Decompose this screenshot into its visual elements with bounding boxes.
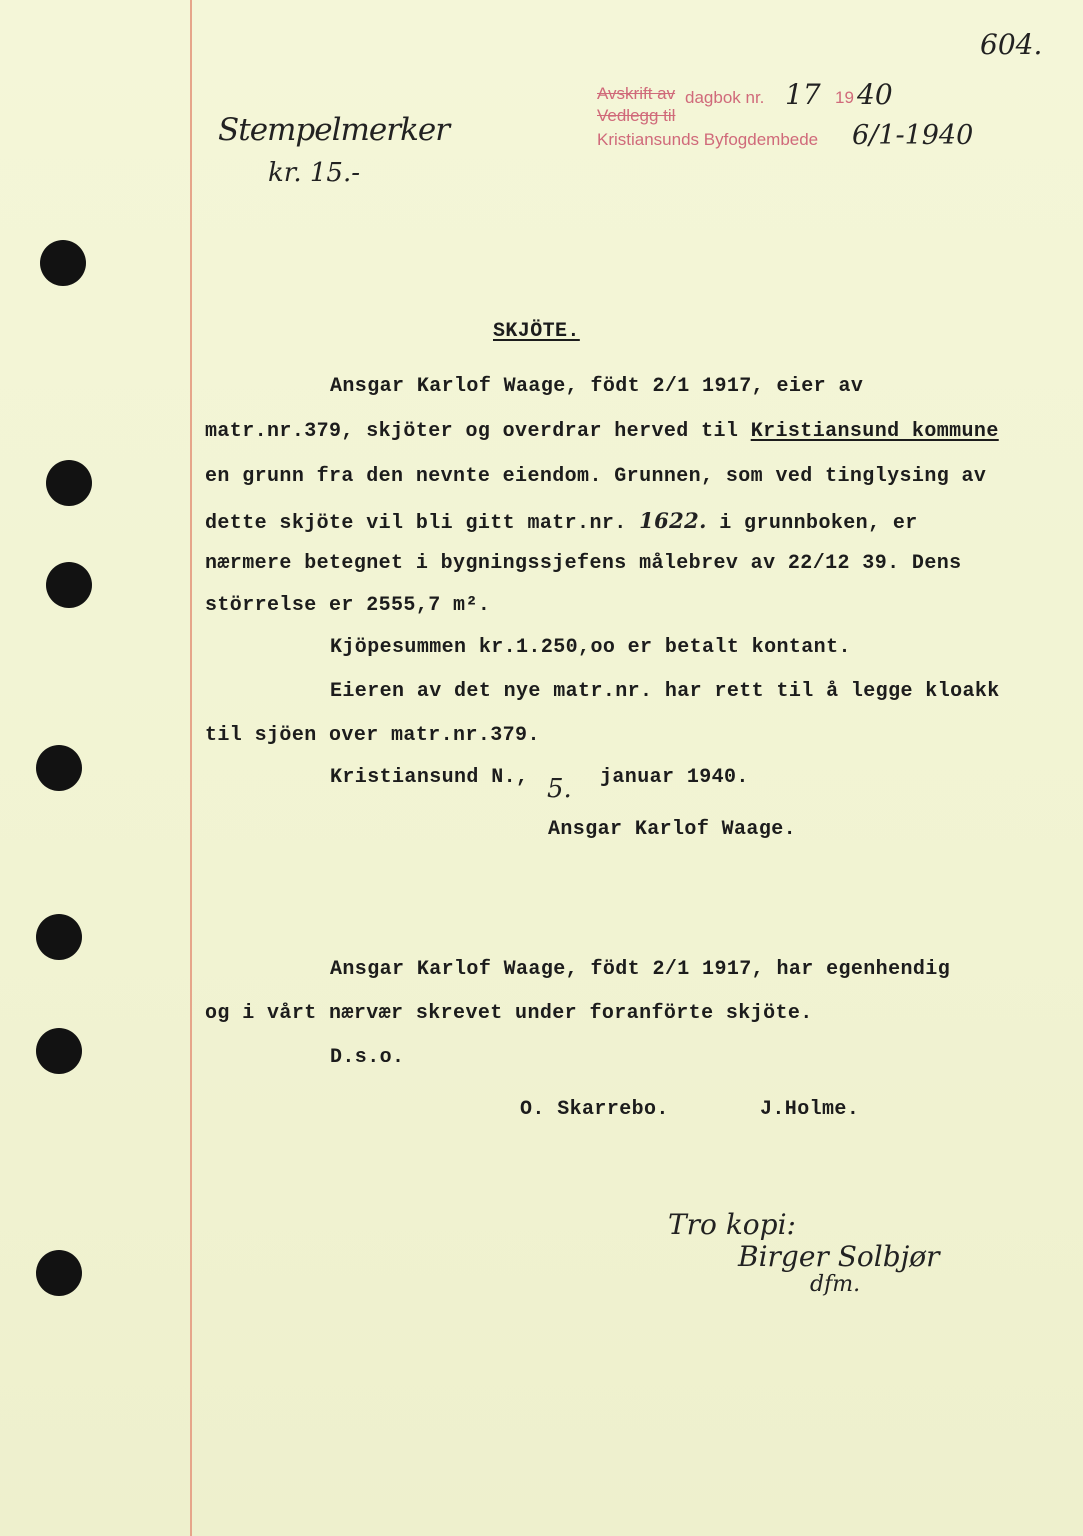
- month-year: januar 1940.: [600, 766, 749, 789]
- punch-hole: [36, 745, 82, 791]
- punch-hole: [40, 240, 86, 286]
- stamp-avskrift: Avskrift av: [597, 84, 676, 103]
- stamp-vedlegg: Vedlegg til: [597, 106, 676, 125]
- stamp-year-prefix: 19: [835, 88, 854, 107]
- body-line: [205, 508, 918, 535]
- page-number: 604.: [980, 28, 1043, 61]
- stamp-dagbok-nr: 17: [785, 78, 821, 111]
- punch-hole: [36, 1250, 82, 1296]
- closing-title: dfm.: [810, 1272, 861, 1297]
- punch-hole: [46, 460, 92, 506]
- margin-line: [190, 0, 192, 1536]
- body-line: nærmere betegnet i bygningssjefens målebrev av 22/12 39. Dens: [205, 552, 962, 575]
- witness-signature: J.Holme.: [760, 1098, 860, 1121]
- stamp-year-suffix: 40: [857, 78, 893, 111]
- witness-line: D.s.o.: [330, 1046, 405, 1069]
- seller-signature: Ansgar Karlof Waage.: [548, 818, 797, 841]
- witness-line: og i vårt nærvær skrevet under foranförte skjöte.: [205, 1002, 813, 1025]
- body-line: til sjöen over matr.nr.379.: [205, 724, 540, 747]
- handwritten-matr-nr: 1622.: [639, 508, 707, 533]
- body-text: i grunnboken, er: [706, 512, 918, 535]
- body-line: en grunn fra den nevnte eiendom. Grunnen, som ved tinglysing av: [205, 465, 987, 488]
- closing-tro-kopi: Tro kopi:: [668, 1208, 796, 1241]
- margin-note-line1: Stempelmerker: [218, 112, 450, 148]
- body-line: Ansgar Karlof Waage, födt 2/1 1917, eier av: [330, 375, 864, 398]
- body-line: Kjöpesummen kr.1.250,oo er betalt kontant.: [330, 636, 851, 659]
- margin-note-line2: kr. 15.-: [268, 158, 360, 188]
- punch-hole: [46, 562, 92, 608]
- witness-signature: O. Skarrebo.: [520, 1098, 669, 1121]
- place: Kristiansund N.,: [330, 766, 529, 789]
- closing-signature: Birger Solbjør: [738, 1240, 940, 1273]
- stamp-date: 6/1-1940: [852, 120, 974, 151]
- witness-line: Ansgar Karlof Waage, födt 2/1 1917, har egenhendig: [330, 958, 951, 981]
- body-line: Eieren av det nye matr.nr. har rett til å legge kloakk: [330, 680, 1000, 703]
- punch-hole: [36, 1028, 82, 1074]
- body-text: dette skjöte vil bli gitt matr.nr.: [205, 512, 640, 535]
- punch-hole: [36, 914, 82, 960]
- handwritten-day: 5.: [547, 774, 572, 804]
- document-title: SKJÖTE.: [493, 320, 580, 343]
- body-line: störrelse er 2555,7 m².: [205, 594, 491, 617]
- body-text-underlined: Kristiansund kommune: [750, 420, 999, 443]
- stamp-dagbok-label: dagbok nr.: [685, 88, 765, 107]
- body-text: matr.nr.379, skjöter og overdrar herved til: [205, 420, 751, 443]
- stamp-court: Kristiansunds Byfogdembede: [597, 130, 819, 149]
- body-line: [205, 420, 999, 443]
